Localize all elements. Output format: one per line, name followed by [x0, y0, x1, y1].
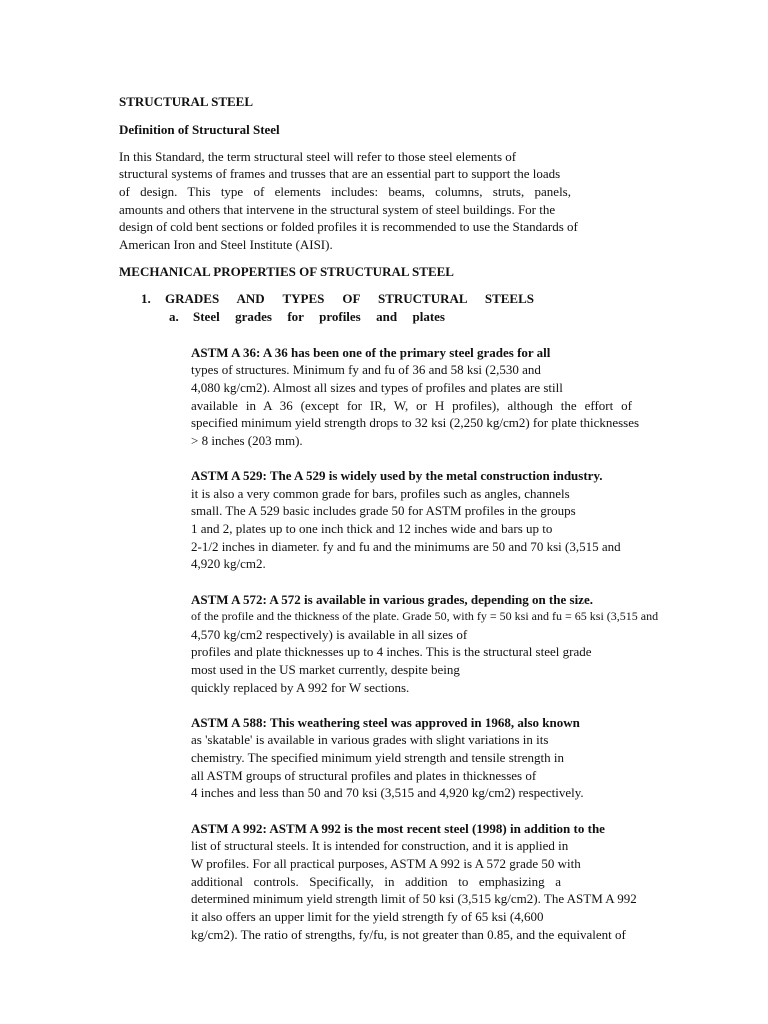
list-heading: GRADES AND TYPES OF STRUCTURAL STEELS [165, 291, 534, 306]
paragraph-line: determined minimum yield strength limit of 50 ksi (3,515 kg/cm2). The ASTM A 992 [191, 891, 637, 906]
section-heading: ASTM A 588: This weathering steel was approved in 1968, also known [191, 715, 580, 730]
paragraph-line: list of structural steels. It is intended for construction, and it is applied in [191, 838, 569, 853]
paragraph-line: types of structures. Minimum fy and fu of 36 and 58 ksi (2,530 and [191, 362, 541, 377]
paragraph-line: 1 and 2, plates up to one inch thick and 12 inches wide and bars up to [191, 521, 553, 536]
paragraph-line: additional controls. Specifically, in addition to emphasizing a [191, 874, 561, 889]
paragraph-line: of design. This type of elements includes: beams, columns, struts, panels, [119, 184, 571, 199]
paragraph-line: > 8 inches (203 mm). [191, 433, 303, 448]
list-subheading: Steel grades for profiles and plates [193, 309, 445, 324]
paragraph-line: kg/cm2). The ratio of strengths, fy/fu, is not greater than 0.85, and the equivalent of [191, 927, 626, 942]
paragraph-line: quickly replaced by A 992 for W sections. [191, 680, 410, 695]
paragraph-line: W profiles. For all practical purposes, ASTM A 992 is A 572 grade 50 with [191, 856, 581, 871]
section-heading: ASTM A 529: The A 529 is widely used by the metal construction industry. [191, 468, 603, 483]
paragraph-line: it is also a very common grade for bars, profiles such as angles, channels [191, 486, 570, 501]
section-heading: ASTM A 992: ASTM A 992 is the most recent steel (1998) in addition to the [191, 821, 605, 836]
paragraph-line: design of cold bent sections or folded profiles it is recommended to use the Standards of [119, 219, 578, 234]
paragraph-line: 4,920 kg/cm2. [191, 556, 266, 571]
definition-heading: Definition of Structural Steel [119, 122, 280, 137]
paragraph-line: profiles and plate thicknesses up to 4 inches. This is the structural steel grade [191, 644, 592, 659]
page-title: STRUCTURAL STEEL [119, 94, 254, 109]
paragraph-line: chemistry. The specified minimum yield strength and tensile strength in [191, 750, 564, 765]
paragraph-line: most used in the US market currently, despite being [191, 662, 460, 677]
paragraph-line: specified minimum yield strength drops to 32 ksi (2,250 kg/cm2) for plate thicknesses [191, 415, 640, 430]
paragraph-line: all ASTM groups of structural profiles and plates in thicknesses of [191, 768, 537, 783]
paragraph-line: small. The A 529 basic includes grade 50 for ASTM profiles in the groups [191, 503, 576, 518]
paragraph-line: 4 inches and less than 50 and 70 ksi (3,515 and 4,920 kg/cm2) respectively. [191, 785, 584, 800]
paragraph-line: 4,080 kg/cm2). Almost all sizes and types of profiles and plates are still [191, 380, 563, 395]
paragraph-line: it also offers an upper limit for the yield strength fy of 65 ksi (4,600 [191, 909, 544, 924]
paragraph-line: available in A 36 (except for IR, W, or H profiles), although the effort of [191, 398, 632, 413]
paragraph-line: 4,570 kg/cm2 respectively) is available in all sizes of [191, 627, 468, 642]
paragraph-line: In this Standard, the term structural steel will refer to those steel elements of [119, 149, 517, 164]
section-heading: ASTM A 572: A 572 is available in various grades, depending on the size. [191, 592, 593, 607]
paragraph-line: of the profile and the thickness of the plate. Grade 50, with fy = 50 ksi and fu = 65 ksi (3,515 and [191, 609, 659, 623]
paragraph-line: structural systems of frames and trusses that are an essential part to support the loads [119, 166, 561, 181]
paragraph-line: as 'skatable' is available in various grades with slight variations in its [191, 732, 549, 747]
mechanical-properties-heading: MECHANICAL PROPERTIES OF STRUCTURAL STEEL [119, 264, 454, 279]
section-heading: ASTM A 36: A 36 has been one of the primary steel grades for all [191, 345, 551, 360]
paragraph-line: 2-1/2 inches in diameter. fy and fu and the minimums are 50 and 70 ksi (3,515 and [191, 539, 621, 554]
paragraph-line: American Iron and Steel Institute (AISI). [119, 237, 333, 252]
list-number: 1. [141, 291, 151, 306]
paragraph-line: amounts and others that intervene in the structural system of steel buildings. For the [119, 202, 556, 217]
list-letter: a. [169, 309, 179, 324]
